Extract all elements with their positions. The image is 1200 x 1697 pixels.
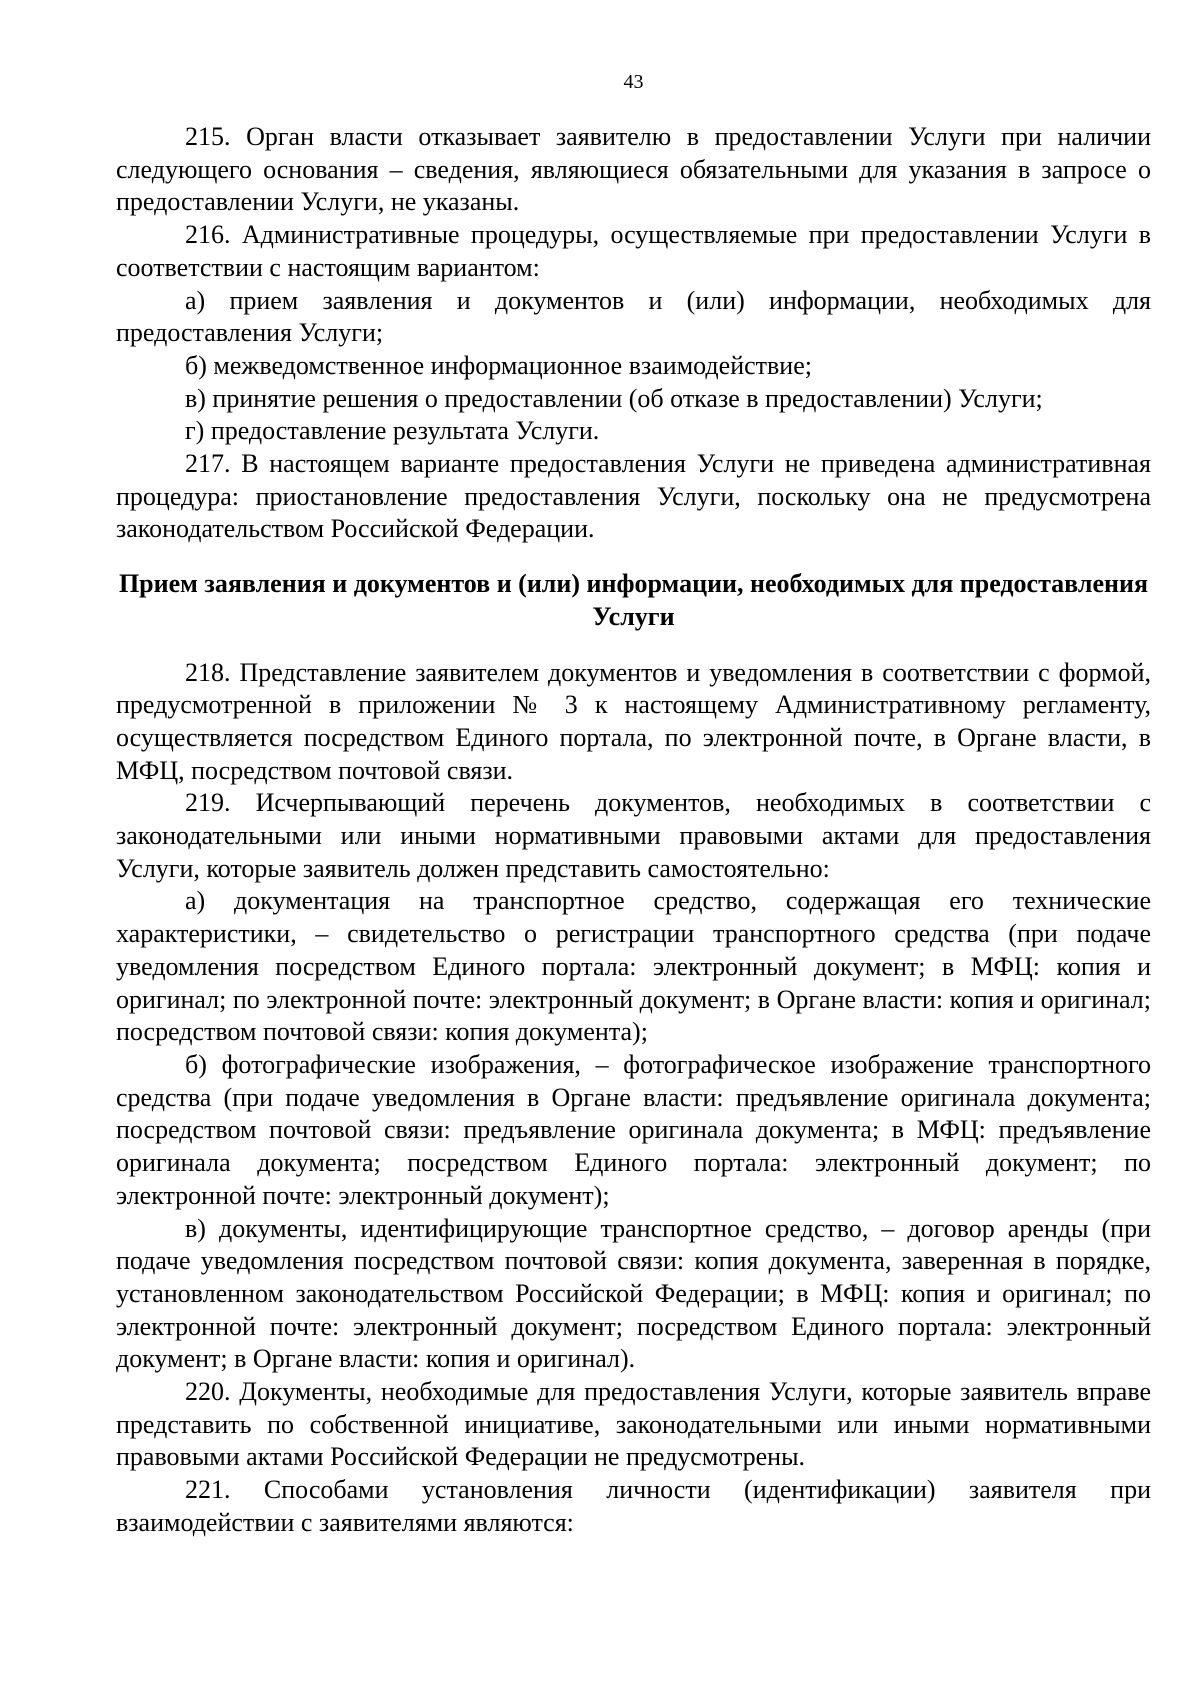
- paragraph-215: 215. Орган власти отказывает заявителю в предоставлении Услуги при наличии следующего основания – сведения, являющиеся обязательными для указания в запросе о предоставлении Услуги, не указаны.: [116, 122, 1151, 217]
- paragraph-216: 216. Административные процедуры, осуществляемые при предоставлении Услуги в соответствии с настоящим вариантом:: [116, 220, 1151, 282]
- paragraph-221: 221. Способами установления личности (идентификации) заявителя при взаимодействии с заявителями являются:: [116, 1475, 1151, 1537]
- list-item-a-documentation: а) документация на транспортное средство, содержащая его технические характеристики, – свидетельство о регистрации транспортного средства (при подаче уведомления посредством Единого портала: электронный документ; в МФЦ: копия и оригинал; по электронной почте: электронный документ; в Органе власти: копия и оригинал; посредством почтовой связи: копия документа);: [116, 886, 1151, 1047]
- section-heading: Прием заявления и документов и (или) информации, необходимых для предоставления Услуги: [118, 569, 1149, 631]
- paragraph-219: 219. Исчерпывающий перечень документов, необходимых в соответствии с законодательными или иными нормативными правовыми актами для предоставления Услуги, которые заявитель должен представить самостоятельно:: [116, 788, 1151, 883]
- list-item-b-photos: б) фотографические изображения, – фотографическое изображение транспортного средства (при подаче уведомления в Органе власти: предъявление оригинала документа; посредством почтовой связи: предъявление оригинала документа; в МФЦ: предъявление оригинала документа; посредством Единого портала: электронный документ; по электронной почте: электронный документ);: [116, 1049, 1151, 1210]
- paragraph-220: 220. Документы, необходимые для предоставления Услуги, которые заявитель вправе представить по собственной инициативе, законодательными или иными нормативными правовыми актами Российской Федерации не предусмотрены.: [116, 1377, 1151, 1472]
- list-item-g: г) предоставление результата Услуги.: [185, 416, 600, 446]
- list-item-a: а) прием заявления и документов и (или) информации, необходимых для предоставления Услуги;: [116, 285, 1151, 348]
- list-item-b: б) межведомственное информационное взаимодействие;: [185, 350, 812, 380]
- paragraph-218: 218. Представление заявителем документов и уведомления в соответствии с формой, предусмотренной в приложении № 3 к настоящему Административному регламенту, осуществляется посредством Единого портала, по электронной почте, в Органе власти, в МФЦ, посредством почтовой связи.: [116, 657, 1151, 785]
- list-item-v: в) принятие решения о предоставлении (об отказе в предоставлении) Услуги;: [185, 383, 1043, 413]
- paragraph-217: 217. В настоящем варианте предоставления Услуги не приведена административная процедура: приостановление предоставления Услуги, поскольку она не предусмотрена законодательством Российской Федерации.: [116, 449, 1151, 544]
- page-number: 43: [623, 71, 644, 93]
- list-item-v-identifying-docs: в) документы, идентифицирующие транспортное средство, – договор аренды (при подаче уведомления посредством почтовой связи: копия документа, заверенная в порядке, установленном законодательством Российской Федерации; в МФЦ: копия и оригинал; по электронной почте: электронный документ; посредством Единого портала: электронный документ; в Органе власти: копия и оригинал).: [116, 1213, 1151, 1374]
- document-body: [116, 121, 1151, 1540]
